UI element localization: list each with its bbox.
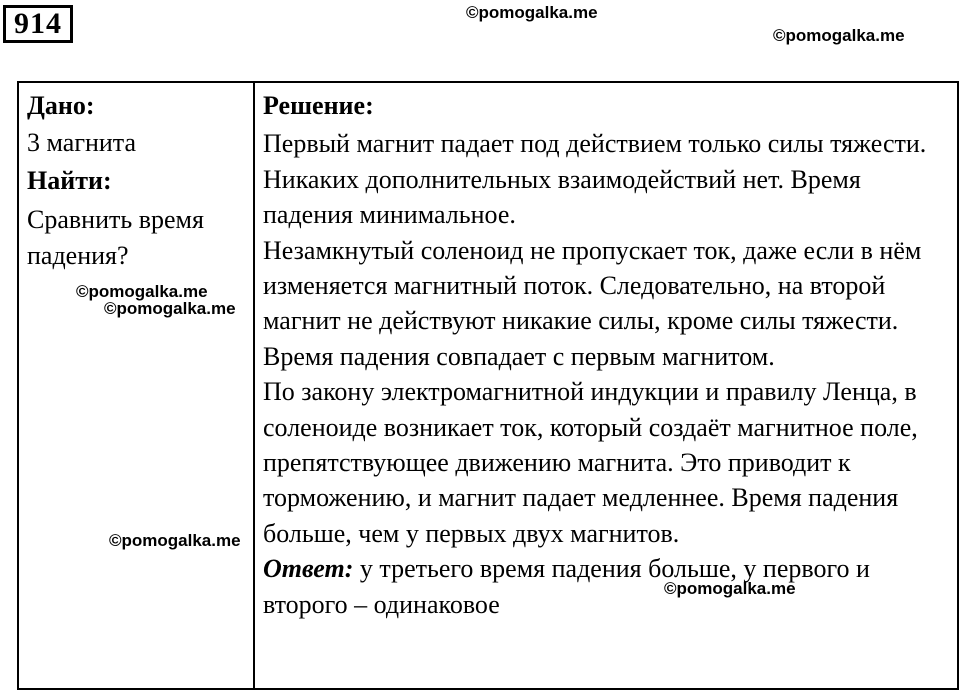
answer-text: у третьего время падения больше, у первого и второго – одинаковое	[263, 554, 870, 619]
watermark: ©pomogalka.me	[76, 282, 208, 301]
watermark: ©pomogalka.me	[773, 26, 905, 45]
watermark: ©pomogalka.me	[466, 3, 598, 22]
watermark: ©pomogalka.me	[109, 531, 241, 550]
answer	[263, 551, 953, 622]
given-heading: Дано:	[27, 91, 95, 120]
solution-paragraph: По закону электромагнитной индукции и правилу Ленца, в соленоиде возникает ток, который создаёт магнитное поле, препятствующее движению магнита. Это приводит к торможению, и магнит падает медленнее. Время падения больше, чем у первых двух магнитов.	[263, 377, 918, 548]
watermark: ©pomogalka.me	[104, 299, 236, 318]
solution-heading: Решение:	[263, 91, 374, 120]
solution-paragraph: Первый магнит падает под действием только силы тяжести. Никаких дополнительных взаимодействий нет. Время падения минимальное.	[263, 129, 927, 230]
solution-paragraph: Незамкнутый соленоид не пропускает ток, даже если в нём изменяется магнитный поток. Следовательно, на второй магнит не действуют никакие силы, кроме силы тяжести. Время падения совпадает с первым магнитом.	[263, 235, 922, 371]
problem-number: 914	[3, 5, 73, 43]
solution-column	[254, 82, 958, 689]
given-column	[18, 82, 254, 689]
given-value: 3 магнита	[27, 128, 137, 158]
find-heading: Найти:	[27, 165, 112, 195]
answer-label: Ответ:	[263, 554, 354, 584]
find-value: Сравнить время падения?	[27, 205, 204, 270]
watermark: ©pomogalka.me	[664, 579, 796, 598]
solution-table	[17, 81, 959, 690]
